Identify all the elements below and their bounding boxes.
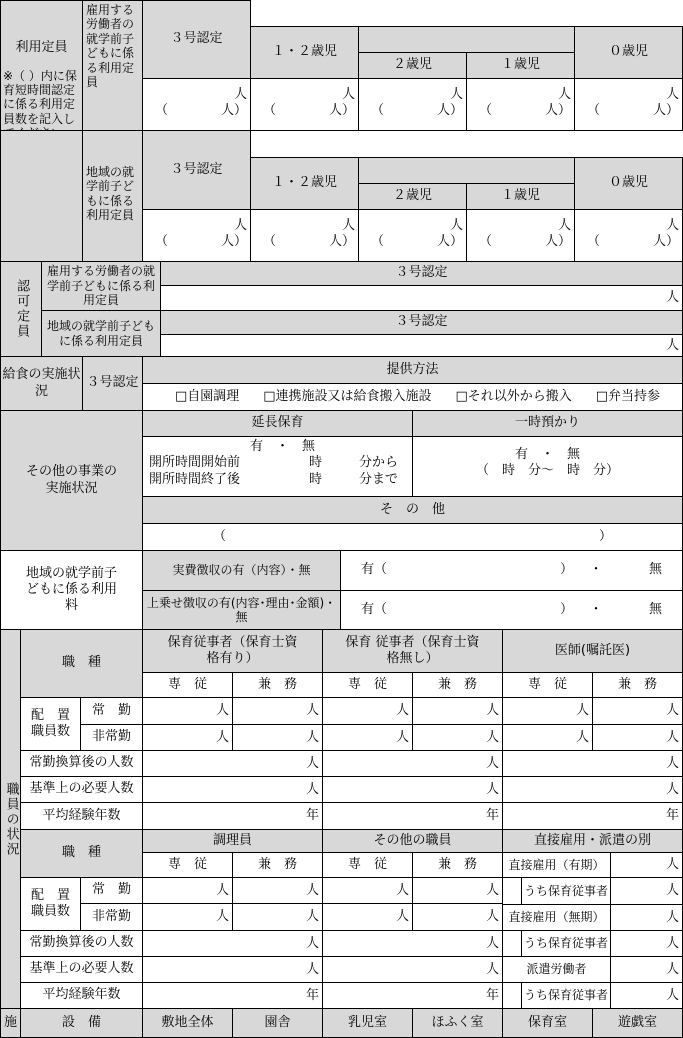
employed-age2-input[interactable]: 人 （ 人）	[358, 78, 467, 131]
dispatched-input[interactable]: 人	[610, 956, 683, 983]
indent-cell	[502, 982, 522, 1009]
staff-count-input[interactable]: 人	[412, 724, 503, 751]
staff-count-input[interactable]: 人	[322, 903, 413, 931]
infant-room-label: 乳児室	[322, 1008, 413, 1038]
equipment-label: 設 備	[20, 1008, 143, 1038]
staff-count-input[interactable]: 人	[232, 877, 323, 904]
fte-count-input[interactable]: 人	[502, 750, 683, 777]
full-time-header: 専 従	[142, 852, 233, 878]
staff-count-input[interactable]: 人	[142, 724, 233, 751]
staff-count-input[interactable]: 人	[322, 877, 413, 904]
avg-years-label: 平均経験年数	[20, 802, 143, 830]
staff-count-input[interactable]: 人	[322, 724, 413, 751]
assigned-count-label-2: 配 置職員数	[20, 877, 81, 931]
avg-years-input[interactable]: 年	[142, 802, 323, 830]
option-packed-lunch[interactable]: □弁当持参	[595, 388, 661, 404]
avg-years-label-2: 平均経験年数	[20, 982, 143, 1009]
extended-yes-no[interactable]: 有 ・ 無	[249, 439, 315, 454]
job-type-header-2: 職 種	[20, 829, 143, 878]
staff-section-label: 職員の状況	[3, 781, 19, 857]
temporary-care-header: 一時預かり	[412, 410, 683, 437]
option-other-delivery[interactable]: □それ以外から搬入	[455, 388, 572, 404]
of-which-nursery-input[interactable]: 人	[610, 877, 683, 905]
local-capacity-label: 地域の就学前子どもに係る利用定員	[82, 130, 143, 262]
local-age21-group	[358, 157, 575, 184]
fte-count-label-2: 常勤換算後の人数	[20, 930, 143, 957]
staff-count-input[interactable]: 人	[592, 697, 683, 725]
avg-years-input[interactable]: 年	[322, 802, 503, 830]
meals-method-header: 提供方法	[142, 356, 683, 384]
nursery-unqualified-header: 保育 従事者（保育士資格無し）	[322, 629, 503, 673]
indent-cell	[502, 877, 522, 905]
required-count-input[interactable]: 人	[322, 776, 503, 803]
staff-count-input[interactable]: 人	[322, 697, 413, 725]
actual-cost-label: 実費徴収の有（内容）・無	[142, 550, 341, 591]
local-age1-header: １歳児	[466, 183, 575, 210]
local-age0-header: ０歳児	[574, 157, 683, 210]
local-cert3-header: ３号認定	[142, 130, 251, 210]
temporary-time: （ 時 分～ 時 分）	[475, 463, 619, 479]
extended-care-cell[interactable]: 有 ・ 無 開所時間開始前 時 分から 開所時間終了後 時 分まで	[142, 436, 413, 497]
play-room-label: 遊戯室	[592, 1008, 683, 1038]
local-age0-input[interactable]: 人 （ 人）	[574, 209, 683, 262]
building-label: 園舎	[232, 1008, 323, 1038]
fte-count-input[interactable]: 人	[322, 750, 503, 777]
staff-count-input[interactable]: 人	[232, 724, 323, 751]
employed-age2-header: ２歳児	[358, 52, 467, 79]
required-count-input[interactable]: 人	[322, 956, 503, 983]
fte-count-input[interactable]: 人	[322, 930, 503, 957]
indent-cell	[502, 930, 522, 957]
local-age12-input[interactable]: 人 （ 人）	[250, 209, 359, 262]
authorized-local-input[interactable]: 人	[160, 334, 683, 357]
staff-count-input[interactable]: 人	[592, 724, 683, 751]
employed-age12-header: １・２歳児	[250, 26, 359, 79]
meals-label: 給食の実施状況	[0, 356, 83, 411]
employed-age1-header: １歳児	[466, 52, 575, 79]
of-which-nursery-input-2[interactable]: 人	[610, 930, 683, 957]
staff-count-input[interactable]: 人	[502, 724, 593, 751]
of-which-nursery-label-3: うち保育従事者	[521, 982, 611, 1009]
part-time-label: 非常勤	[80, 724, 143, 751]
employed-capacity-label: 雇用する労働者の就学前子どもに係る利用定員	[82, 0, 143, 131]
authorized-local-cert3-header: ３号認定	[160, 310, 683, 335]
temporary-care-cell[interactable]	[412, 436, 683, 497]
staff-section-label-cell	[0, 629, 21, 1009]
actual-cost-input[interactable]: 有（ ） ・ 無	[340, 550, 683, 591]
capacity-label: 利用定員	[15, 40, 68, 56]
full-time-header: 専 従	[142, 672, 233, 698]
facility-label: 施	[0, 1008, 21, 1038]
employed-cert3-input[interactable]: 人 （ 人）	[142, 78, 251, 131]
authorized-local-label: 地域の就学前子どもに係る利用定員	[41, 310, 161, 357]
local-cert3-input[interactable]: 人 （ 人）	[142, 209, 251, 262]
staff-count-input[interactable]: 人	[502, 697, 593, 725]
of-which-nursery-label-2: うち保育従事者	[521, 930, 611, 957]
other-header: そ の 他	[142, 496, 683, 524]
other-input[interactable]: （ ）	[142, 523, 683, 551]
concurrent-header: 兼 務	[412, 672, 503, 698]
cook-header: 調理員	[142, 829, 323, 853]
concurrent-header: 兼 務	[592, 672, 683, 698]
temporary-yes-no[interactable]: 有 ・ 無	[514, 447, 580, 462]
required-count-label: 基準上の必要人数	[20, 776, 143, 803]
direct-dispatch-header: 直接雇用・派遣の別	[502, 829, 683, 853]
part-time-label-2: 非常勤	[80, 903, 143, 931]
staff-count-input[interactable]: 人	[412, 877, 503, 904]
full-time-header: 専 従	[322, 852, 413, 878]
nursery-room-label: 保育室	[502, 1008, 593, 1038]
direct-fixed-input[interactable]: 人	[610, 852, 683, 878]
staff-count-input[interactable]: 人	[142, 903, 233, 931]
authorized-label-cell	[0, 261, 42, 357]
staff-count-input[interactable]: 人	[232, 903, 323, 931]
regular-label-2: 常 勤	[80, 877, 143, 904]
option-partner-facility[interactable]: □連携施設又は給食搬入施設	[263, 388, 432, 404]
employed-age1-input[interactable]: 人 （ 人）	[466, 78, 575, 131]
fte-count-input[interactable]: 人	[142, 750, 323, 777]
fte-count-label: 常勤換算後の人数	[20, 750, 143, 777]
employed-age0-header: ０歳児	[574, 26, 683, 79]
direct-fixed-label: 直接雇用（有期）	[502, 852, 611, 878]
staff-count-input[interactable]: 人	[232, 697, 323, 725]
doctor-header: 医師(嘱託医)	[502, 629, 683, 673]
other-staff-header: その他の職員	[322, 829, 503, 853]
other-business-label: その他の事業の実施状況	[0, 410, 143, 551]
authorized-employed-input[interactable]: 人	[160, 285, 683, 311]
full-time-header: 専 従	[322, 672, 413, 698]
site-label: 敷地全体	[142, 1008, 233, 1038]
required-count-input[interactable]: 人	[142, 776, 323, 803]
of-which-nursery-input-3[interactable]: 人	[610, 982, 683, 1009]
dispatched-label: 派遣労働者	[502, 956, 611, 983]
employed-age21-group	[358, 26, 575, 53]
authorized-label: 認可定員	[14, 279, 30, 339]
authorized-employed-label: 雇用する労働者の就学前子どもに係る利用定員	[41, 261, 161, 311]
meals-options-row	[142, 383, 683, 411]
employed-age0-input[interactable]: 人 （ 人）	[574, 78, 683, 131]
capacity-section-cell	[0, 0, 83, 131]
extended-care-header: 延長保育	[142, 410, 413, 437]
meals-cert3: ３号認定	[82, 356, 143, 411]
full-time-header: 専 従	[502, 672, 593, 698]
employed-age12-input[interactable]: 人 （ 人）	[250, 78, 359, 131]
staff-count-input[interactable]: 人	[142, 877, 233, 904]
local-age2-input[interactable]: 人 （ 人）	[358, 209, 467, 262]
surcharge-input[interactable]: 有（ ） ・ 無	[340, 590, 683, 630]
concurrent-header: 兼 務	[412, 852, 503, 878]
capacity-section-cell-lower	[0, 130, 83, 262]
surcharge-label: 上乗せ徴収の有(内容･理由･金額)・無	[142, 590, 341, 630]
avg-years-input[interactable]: 年	[502, 802, 683, 830]
avg-years-input[interactable]: 年	[322, 982, 503, 1009]
direct-permanent-input[interactable]: 人	[610, 904, 683, 931]
required-count-input[interactable]: 人	[142, 956, 323, 983]
capacity-note: ※（ ）内に保育短時間認定に係る利用定員数を記入し	[3, 68, 77, 126]
local-age12-header: １・２歳児	[250, 157, 359, 210]
required-count-input[interactable]: 人	[502, 776, 683, 803]
crawling-room-label: ほふく室	[412, 1008, 503, 1038]
employed-cert3-header: ３号認定	[142, 0, 251, 79]
avg-years-input[interactable]: 年	[142, 982, 323, 1009]
nursery-qualified-header: 保育従事者（保育士資格有り）	[142, 629, 323, 673]
required-count-label-2: 基準上の必要人数	[20, 956, 143, 983]
concurrent-header: 兼 務	[232, 852, 323, 878]
staff-count-input[interactable]: 人	[412, 697, 503, 725]
staff-count-input[interactable]: 人	[142, 697, 233, 725]
fte-count-input[interactable]: 人	[142, 930, 323, 957]
job-type-header-1: 職 種	[20, 629, 143, 698]
concurrent-header: 兼 務	[232, 672, 323, 698]
option-in-house-cooking[interactable]: □自園調理	[174, 388, 240, 404]
local-age2-header: ２歳児	[358, 183, 467, 210]
authorized-employed-cert3-header: ３号認定	[160, 261, 683, 286]
local-age1-input[interactable]: 人 （ 人）	[466, 209, 575, 262]
regular-label: 常 勤	[80, 697, 143, 725]
assigned-count-label: 配 置職員数	[20, 697, 81, 751]
direct-permanent-label: 直接雇用（無期）	[502, 904, 611, 931]
fees-label: 地域の就学前子どもに係る利用料	[0, 550, 143, 630]
staff-count-input[interactable]: 人	[412, 903, 503, 931]
of-which-nursery-label: うち保育従事者	[521, 877, 611, 905]
